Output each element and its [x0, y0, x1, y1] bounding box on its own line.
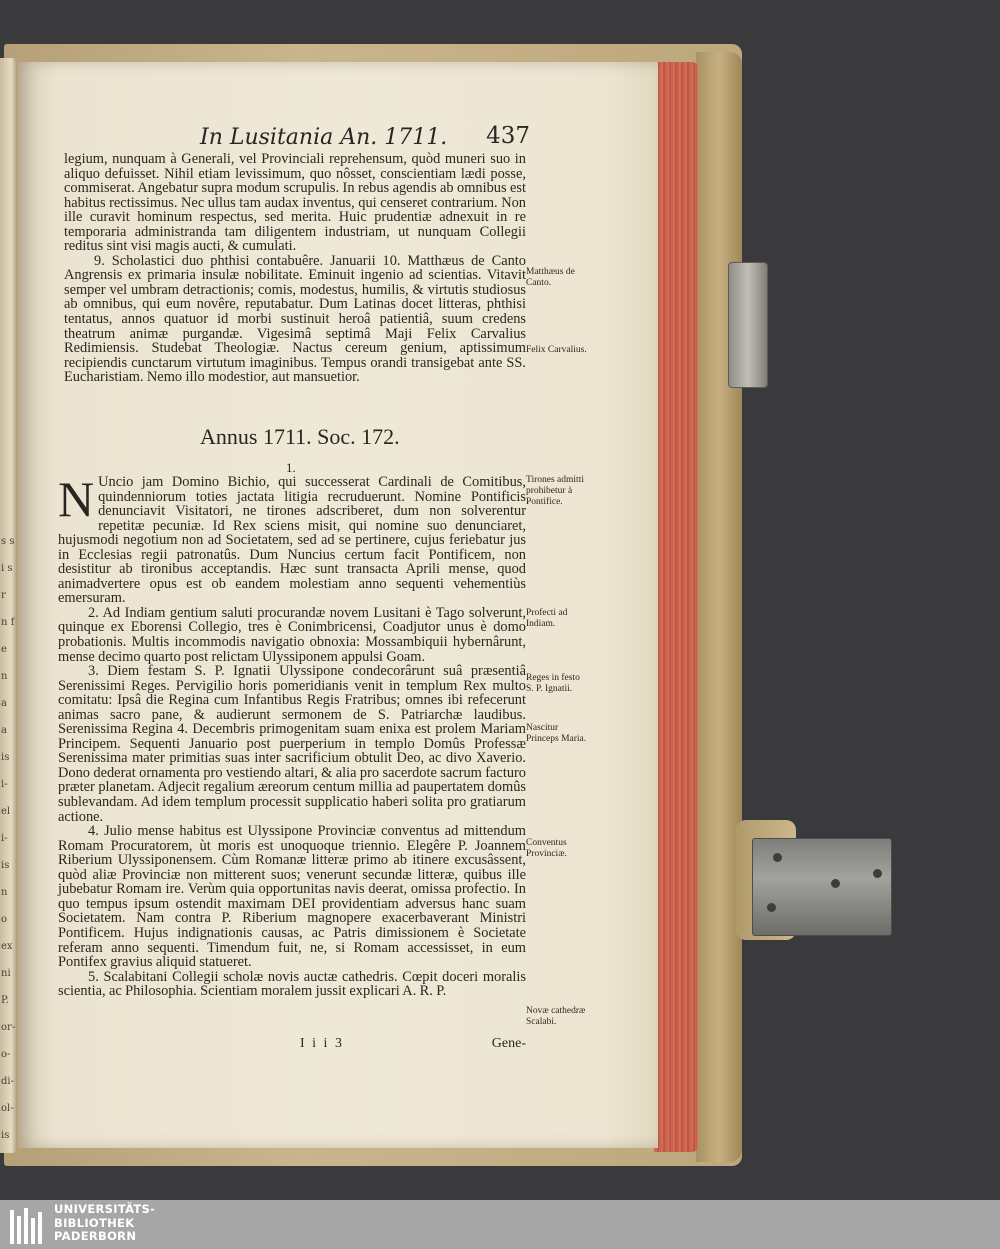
rivet: [773, 853, 782, 862]
library-logo-icon: [6, 1204, 46, 1246]
library-name-line: PADERBORN: [54, 1229, 137, 1243]
rivet: [873, 869, 882, 878]
library-name-line: UNIVERSITÄTS-: [54, 1202, 156, 1216]
paragraph-top: legium, nunquam à Generali, vel Provinciali reprehensum, quòd muneri suo in aliquo defuisset. Nihil etiam levissimum, quo nôsset, conscientiam lædi posse, commiserat. Angebatur supra modum scrupulis. In rebus agendis ab omnibus est habitus rectissimus. Nec ullus tam audax inventus, qui censeret contrarium. Non ille curavit hominum respectus, sed merita. Huic prudentiæ adnexuit in re temporaria administranda tam diligentem industriam, ut nunquam Collegii reditus sint visi magis aucti, & cumulati.: [64, 151, 526, 255]
rivet: [767, 903, 776, 912]
signature-mark: I i i 3: [300, 1036, 344, 1051]
paragraph-9: 9. Scholastici duo phthisi contabuêre. Januarii 10. Matthæus de Canto Angrensis ex primaria insulæ nobilitate. Eminuit ingenio ad scientias. Vitavit semper vel umbram detractionis; comis, modestus, humilis, & virtutis studiosus ab omnibus, qui eum novêre, reputabatur. Dum Latinas docet litteras, phthisi tentatus, annos quatuor id morbi sustinuit heroâ patientiâ, suum credens theatrum animæ purgandæ. Vigesimâ septimâ Maji Felix Carvalius Redimiensis. Studebat Theologiæ. Nactus cereum genium, aptissimum recipiendis cunctarum virtutum imaginibus. Tempus orandi transigebat ante SS. Eucharistiam. Nemo illo modestior, aut mansuetior.: [64, 252, 526, 386]
margin-note: Felix Carvalius.: [526, 345, 587, 355]
margin-note: Matthæus de Canto.: [526, 267, 575, 288]
catchword: Gene-: [491, 1036, 526, 1051]
paragraph-3: 3. Diem festam S. P. Ignatii Ulyssipone condecorârunt suâ præsentiâ Serenissimi Reges. Pervigilio horis pomeridianis venit in templum Rex multo comitatu: Ipsâ die Regina cum Infantibus Regis Fratribus; omnes ibi refecerunt animas sacro pane, & audierunt sermonem de S. Patriarchæ laudibus. Serenissima Regina 4. Decembris primogenitam suam enixa est prolem Mariam Principem. Sequenti Januario post puerperium in templo Domûs Professæ Serenissima mater primitias suas inter sacrificium obtulit Deo, ac divo Xaverio. Dono dederat ornamenta pro vestiendo altari, & alia pro sacerdote sacrum facturo præter planetam. Adjecit regalium æreorum centum millia ad paupertatem domûs sublevandam. Ad idem templum processit supplicatio haberi solita pro gratiarum actione.: [58, 663, 526, 825]
margin-note: Profecti ad Indiam.: [526, 608, 568, 629]
clasp-top: [728, 262, 768, 388]
margin-note: Reges in festo S. P. Ignatii.: [526, 673, 580, 694]
margin-note: Nascitur Princeps Maria.: [526, 723, 587, 744]
clasp-bottom: [752, 838, 892, 936]
facing-page-fragments: s s i s r n f e n a a is i- el i- is n o ex ni P. or- o- di- ol- is: [1, 536, 15, 1141]
running-title: In Lusitania An. 1711.: [200, 125, 448, 150]
paragraph-1-text: Uncio jam Domino Bichio, qui successerat Cardinali de Comitibus, quindenniorum toties jactata litigia recruduerunt. Nomine Pontificis denunciavit Visitatori, ne tirones adscriberet, dum non solverentur repetitæ pecuniæ. Id Rex sciens misit, qui nomine suo denunciaret, hujusmodi negotium non ad Societatem, sed ad se pertinere, cujus feriebatur jus in Ecclesias regii patronatûs. Dum Nuncius certum facit Pontificem, non desistitur ab tironibus acceptandis. Hæc sunt transacta Aprili mense, quod animadvertere opus est ob eandem molestiam anno sequenti vehementiùs emersuram.: [58, 474, 526, 607]
drop-cap: N: [58, 471, 95, 527]
library-name-line: BIBLIOTHEK: [54, 1215, 135, 1230]
library-footer-bar: [0, 1200, 1000, 1249]
section-number: 1.: [286, 460, 296, 475]
book-board: [696, 52, 742, 1162]
library-name: [54, 1203, 155, 1244]
paragraph-2: 2. Ad Indiam gentium saluti procurandæ novem Lusitani è Tago solverunt, quinque ex Eborensi Collegio, tres è Conimbricensi, Coadjutor unus è domo probationis. Multis incommodis navigatio obnoxia: Mossambiquii hybernârunt, mense decimo quarto post relictam Ulyssiponem appulsi Goam.: [58, 604, 526, 665]
page-number: 437: [486, 123, 530, 149]
margin-note: Conventus Provinciæ.: [526, 838, 567, 859]
margin-note: Tirones admitti prohibetur à Pontifice.: [526, 475, 584, 507]
text-block-bottom: [58, 471, 526, 1000]
text-block-top: [64, 152, 526, 385]
section-title: Annus 1711. Soc. 172.: [200, 424, 400, 449]
paragraph-4: 4. Julio mense habitus est Ulyssipone Provinciæ conventus ad mittendum Romam Procuratorem, ùt moris est unoquoque triennio. Elegêre P. Joannem Riberium Ulyssiponensem. Cùm Romanæ litteræ primo ab itinere excusâssent, quòd aliæ Provinciæ non mitterent suos; venerunt secundæ litteræ, quibus ille jubebatur Romam ire. Verùm quia opportunitas navis deerat, omissa profectio. In quo tempus ipsum ostendit maximam DEI providentiam adversus hanc suam Societatem. Nam contra P. Riberium magnopere exacerbaverant Ministri Pontificem. Hujus indignationis causas, ac Patris dimissionem è Societate referam anno sequenti. Timendum fuit, ne, si Romam accessisset, in eum Pontifex gravius aliquid statueret.: [58, 823, 526, 971]
book-page: [18, 62, 658, 1148]
facing-page-edge: [0, 58, 16, 1153]
paragraph-1: [58, 471, 526, 607]
paragraph-5: 5. Scalabitani Collegii scholæ novis auctæ cathedris. Cœpit doceri moralis scientia, ac Philosophia. Scientiam moralem jussit explicari A. R. P.: [58, 968, 526, 1000]
red-page-edge: [654, 62, 698, 1152]
rivet: [831, 879, 840, 888]
margin-note: Novæ cathedræ Scalabi.: [526, 1006, 586, 1027]
